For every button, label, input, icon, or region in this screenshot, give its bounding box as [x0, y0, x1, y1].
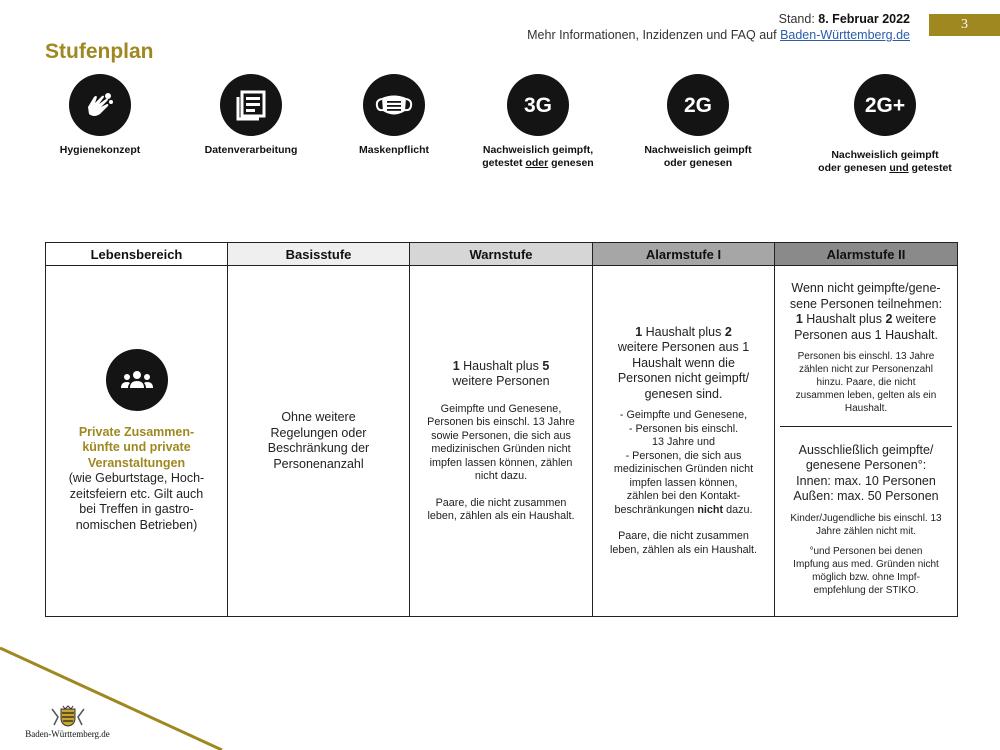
2g-label-line2: oder genesen	[663, 157, 733, 169]
alarm1-main-3: Haushalt wenn die	[632, 355, 735, 370]
mask-label: Maskenpflicht	[358, 144, 429, 156]
3g-item	[468, 74, 608, 170]
document-icon	[220, 74, 282, 136]
warn-main-1: 1 Haushalt plus 5	[452, 358, 550, 373]
3g-label-line2: getestet oder genesen	[482, 157, 594, 169]
header-alarmstufe-1: Alarmstufe I	[593, 243, 775, 266]
lebensbereich-title-3: Veranstaltungen	[87, 455, 186, 470]
cell-alarmstufe-2	[775, 266, 958, 617]
info-link[interactable]: Baden-Württemberg.de	[780, 28, 910, 42]
header-lebensbereich: Lebensbereich	[46, 243, 228, 266]
mask-item	[339, 74, 449, 157]
table-row	[46, 266, 958, 617]
lebensbereich-title-1: Private Zusammen-	[78, 424, 195, 439]
warn-main-2: weitere Personen	[452, 374, 550, 388]
page-number: 3	[929, 14, 1000, 36]
3g-icon: 3G	[507, 74, 569, 136]
alarm2-upper: Wenn nicht geimpfte/gene- sene Personen teilnehmen: 1 Haushalt plus 2 weitere Personen aus 1 Haushalt. Personen bis einschl. 13 Jahre zählen nicht zur Personenzahl hinzu. Paare, die nicht zusammen leben, gelten als ein Haushalt.	[780, 270, 952, 427]
cell-warnstufe	[410, 266, 593, 617]
hygiene-item	[45, 74, 155, 157]
data-item	[196, 74, 306, 157]
cell-basisstufe	[228, 266, 410, 617]
cell-lebensbereich	[46, 266, 228, 617]
lebensbereich-desc-3: bei Treffen in gastro-	[79, 502, 194, 517]
3g-label-line1: Nachweislich geimpft,	[482, 144, 594, 156]
alarm2-lower: Ausschließlich geimpfte/ genesene Personen°: Innen: max. 10 Personen Außen: max. 50 Personen Kinder/Jugendliche bis einschl. 13 Jahre zählen nicht mit. °und Personen bei denen Impfung aus med. Gründen nicht möglich bzw. ohne Impf- empfehlung der STIKO.	[790, 442, 942, 596]
mask-icon	[363, 74, 425, 136]
stufenplan-table	[45, 242, 958, 617]
alarm1-main-5: genesen sind.	[644, 386, 723, 401]
alarm1-main-2: weitere Personen aus 1	[617, 340, 750, 355]
header-alarmstufe-2: Alarmstufe II	[775, 243, 958, 266]
info-text: Mehr Informationen, Inzidenzen und FAQ auf	[527, 28, 777, 42]
table-header-row	[46, 243, 958, 266]
coat-of-arms-icon	[48, 705, 88, 727]
alarm1-note: - Geimpfte und Genesene, - Personen bis einschl. 13 Jahre und - Personen, die sich aus medizinischen Gründen nicht impfen lassen können, zählen bei den Kontakt- beschränkungen nicht dazu. Paare, die nicht zusammen leben, zählen als ein Haushalt.	[609, 409, 758, 556]
2g-label-line1: Nachweislich geimpft	[644, 144, 752, 156]
2g-item	[628, 74, 768, 170]
warn-note: Geimpfte und Genesene, Personen bis einschl. 13 Jahre sowie Personen, die sich aus medizinischen Gründen nicht impfen lassen können, zählen nicht dazu. Paare, die nicht zusammen leben, zählen als ein Haushalt.	[427, 402, 575, 522]
header-warnstufe: Warnstufe	[410, 243, 593, 266]
2g-icon: 2G	[667, 74, 729, 136]
2gplus-icon: 2G+	[854, 74, 916, 136]
page-title: Stufenplan	[45, 40, 154, 63]
basis-line-1: Ohne weitere	[281, 410, 356, 424]
alarm1-main-1: 1 Haushalt plus 2	[635, 324, 732, 339]
stand-date: 8. Februar 2022	[818, 12, 910, 26]
lebensbereich-desc-2: zeitsfeiern etc. Gilt auch	[69, 486, 204, 501]
stand-label: Stand:	[778, 12, 815, 26]
data-label: Datenverarbeitung	[204, 144, 298, 156]
2gplus-item	[800, 74, 970, 175]
cell-alarmstufe-1	[593, 266, 775, 617]
logo-text: Baden-Württemberg.de	[25, 729, 110, 739]
basis-line-4: Personenanzahl	[273, 456, 364, 471]
2gplus-label-line2: oder genesen und getestet	[818, 162, 952, 174]
lebensbereich-title-2: künfte und private	[82, 440, 191, 455]
alarm1-main-4: Personen nicht geimpft/	[617, 371, 750, 386]
hygiene-icon	[69, 74, 131, 136]
2gplus-label-line1: Nachweislich geimpft	[831, 149, 939, 161]
basis-line-3: Beschränkung der	[267, 441, 370, 455]
stand-line	[527, 11, 910, 27]
info-line	[527, 27, 910, 43]
basis-line-2: Regelungen oder	[270, 425, 367, 440]
hygiene-label: Hygienekonzept	[59, 144, 141, 156]
header-basisstufe: Basisstufe	[228, 243, 410, 266]
lebensbereich-desc-1: (wie Geburtstage, Hoch-	[68, 471, 205, 486]
group-icon	[106, 349, 168, 411]
bw-logo	[20, 705, 115, 739]
header-info	[527, 11, 910, 43]
lebensbereich-desc-4: nomischen Betrieben)	[75, 517, 198, 532]
